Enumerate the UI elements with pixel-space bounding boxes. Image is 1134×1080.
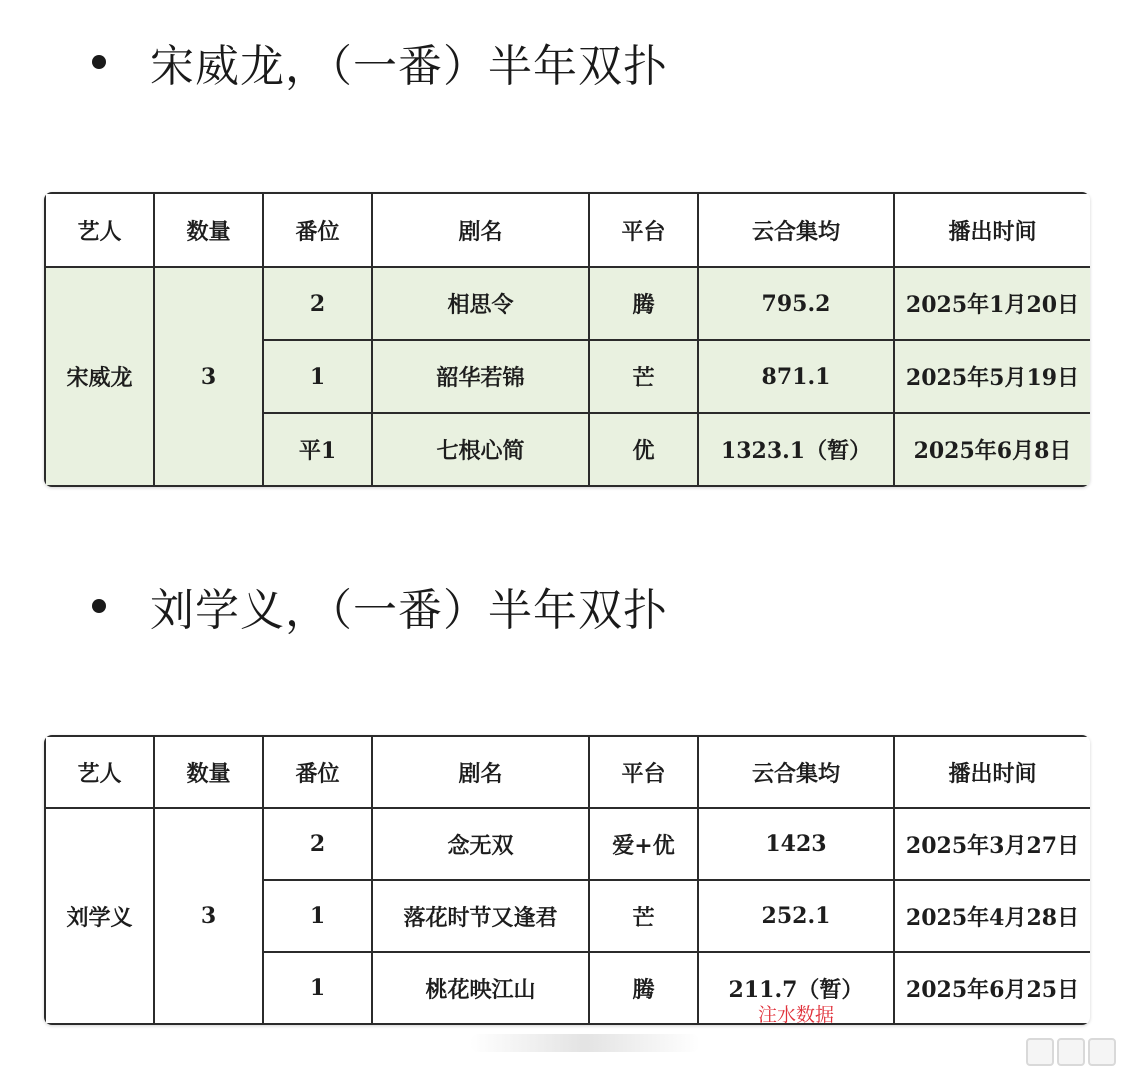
col-header: 艺人	[45, 736, 154, 808]
platform-cell: 优	[589, 413, 698, 486]
rank-cell: 1	[263, 952, 372, 1024]
section-heading-1	[92, 30, 668, 94]
rank-cell: 2	[263, 267, 372, 340]
title-cell: 念无双	[372, 808, 589, 880]
platform-cell: 腾	[589, 952, 698, 1024]
table-header	[45, 736, 1090, 808]
col-header: 播出时间	[894, 193, 1090, 267]
date-cell: 2025年6月8日	[894, 413, 1090, 486]
col-header: 播出时间	[894, 736, 1090, 808]
col-header: 剧名	[372, 193, 589, 267]
platform-cell: 爱+优	[589, 808, 698, 880]
watermark-blur	[470, 1034, 700, 1052]
title-cell: 韶华若锦	[372, 340, 589, 413]
table-row	[45, 267, 1090, 340]
rank-cell: 1	[263, 880, 372, 952]
platform-cell: 芒	[589, 340, 698, 413]
date-cell: 2025年5月19日	[894, 340, 1090, 413]
count-cell: 3	[154, 808, 263, 1024]
title-cell: 七根心简	[372, 413, 589, 486]
col-header: 番位	[263, 736, 372, 808]
avg-cell: 1423	[698, 808, 894, 880]
avg-value: 211.7（暂）	[728, 976, 864, 1003]
bullet-icon	[92, 55, 106, 69]
rank-cell: 平1	[263, 413, 372, 486]
col-header: 平台	[589, 736, 698, 808]
title-cell: 落花时节又逢君	[372, 880, 589, 952]
heading-text: 刘学义，（一番）半年双扑	[150, 585, 668, 636]
avg-cell: 871.1	[698, 340, 894, 413]
avg-cell: 252.1	[698, 880, 894, 952]
count-cell: 3	[154, 267, 263, 486]
bullet-icon	[92, 599, 106, 613]
table-header	[45, 193, 1090, 267]
artist-cell: 宋威龙	[45, 267, 154, 486]
date-cell: 2025年6月25日	[894, 952, 1090, 1024]
platform-cell: 芒	[589, 880, 698, 952]
avg-cell: 795.2	[698, 267, 894, 340]
table-1	[44, 192, 1090, 487]
inflated-data-note: 注水数据	[757, 1004, 834, 1025]
title-cell: 桃花映江山	[372, 952, 589, 1024]
section-heading-2	[92, 574, 668, 638]
date-cell: 2025年1月20日	[894, 267, 1090, 340]
col-header: 数量	[154, 736, 263, 808]
col-header: 剧名	[372, 736, 589, 808]
table-row	[45, 808, 1090, 880]
heading-text: 宋威龙，（一番）半年双扑	[150, 41, 668, 92]
date-cell: 2025年4月28日	[894, 880, 1090, 952]
col-header: 艺人	[45, 193, 154, 267]
title-cell: 相思令	[372, 267, 589, 340]
date-cell: 2025年3月27日	[894, 808, 1090, 880]
col-header: 云合集均	[698, 193, 894, 267]
avg-cell: 1323.1（暂）	[698, 413, 894, 486]
grid-watermark-icon	[1026, 1038, 1116, 1066]
artist-cell: 刘学义	[45, 808, 154, 1024]
col-header: 云合集均	[698, 736, 894, 808]
col-header: 平台	[589, 193, 698, 267]
avg-cell	[698, 952, 894, 1024]
platform-cell: 腾	[589, 267, 698, 340]
rank-cell: 1	[263, 340, 372, 413]
col-header: 番位	[263, 193, 372, 267]
rank-cell: 2	[263, 808, 372, 880]
col-header: 数量	[154, 193, 263, 267]
table-2	[44, 735, 1090, 1025]
